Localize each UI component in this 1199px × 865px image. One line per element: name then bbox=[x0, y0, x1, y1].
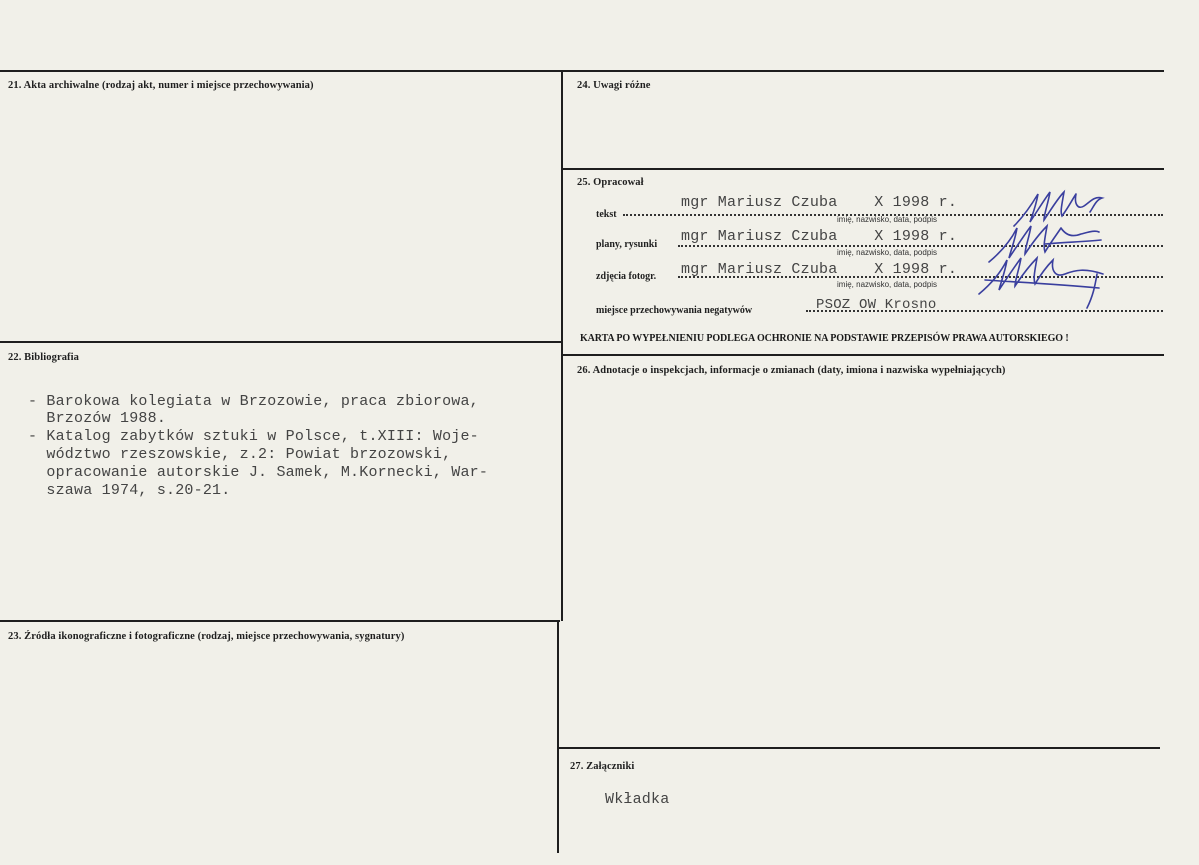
bibliography-line-1: - Barokowa kolegiata w Brzozowie, praca zbiorowa, bbox=[28, 393, 479, 410]
rule-25-26 bbox=[562, 354, 1164, 356]
row-photos-value: mgr Mariusz Czuba X 1998 r. bbox=[681, 261, 958, 278]
section-21-label: 21. Akta archiwalne (rodzaj akt, numer i miejsce przechowywania) bbox=[8, 80, 314, 91]
row-plans-label: plany, rysunki bbox=[596, 239, 658, 250]
row-photos-label: zdjęcia fotogr. bbox=[596, 271, 657, 282]
section-25-label: 25. Opracował bbox=[577, 177, 644, 188]
rule-21-22 bbox=[0, 341, 562, 343]
negatives-label: miejsce przechowywania negatywów bbox=[596, 305, 753, 316]
center-divider-lower bbox=[557, 621, 559, 853]
top-rule bbox=[0, 70, 1164, 72]
rule-22-23 bbox=[0, 620, 560, 622]
bibliography-line-4: wództwo rzeszowskie, z.2: Powiat brzozowski, bbox=[28, 446, 452, 463]
row-text-label: tekst bbox=[596, 209, 617, 220]
rule-26-27 bbox=[558, 747, 1160, 749]
copyright-notice: KARTA PO WYPEŁNIENIU PODLEGA OCHRONIE NA PODSTAWIE PRZEPISÓW PRAWA AUTORSKIEGO ! bbox=[580, 333, 1069, 344]
section-26-label: 26. Adnotacje o inspekcjach, informacje o zmianach (daty, imiona i nazwiska wypełniających) bbox=[577, 365, 1006, 376]
negatives-value: PSOZ OW Krosno bbox=[816, 297, 937, 313]
signature-photos bbox=[975, 250, 1115, 312]
bibliography-line-2: Brzozów 1988. bbox=[28, 410, 167, 427]
row-plans-value: mgr Mariusz Czuba X 1998 r. bbox=[681, 228, 958, 245]
section-22-label: 22. Bibliografia bbox=[8, 352, 80, 363]
section-24-label: 24. Uwagi różne bbox=[577, 80, 651, 91]
bibliography-line-6: szawa 1974, s.20-21. bbox=[28, 482, 231, 499]
row-text-hint: imię, nazwisko, data, podpis bbox=[837, 215, 938, 224]
row-text-value: mgr Mariusz Czuba X 1998 r. bbox=[681, 194, 958, 211]
row-plans-hint: imię, nazwisko, data, podpis bbox=[837, 248, 938, 257]
attachments-value: Wkładka bbox=[605, 791, 670, 808]
section-23-label: 23. Źródła ikonograficzne i fotograficzne (rodzaj, miejsce przechowywania, sygnatury) bbox=[8, 631, 405, 642]
bibliography-line-5: opracowanie autorskie J. Samek, M.Kornecki, War- bbox=[28, 464, 489, 481]
bibliography-line-3: - Katalog zabytków sztuki w Polsce, t.XIII: Woje- bbox=[28, 428, 479, 445]
center-divider-upper bbox=[561, 70, 563, 621]
section-27-label: 27. Załączniki bbox=[570, 761, 635, 772]
rule-24-25 bbox=[562, 168, 1164, 170]
row-photos-hint: imię, nazwisko, data, podpis bbox=[837, 280, 938, 289]
